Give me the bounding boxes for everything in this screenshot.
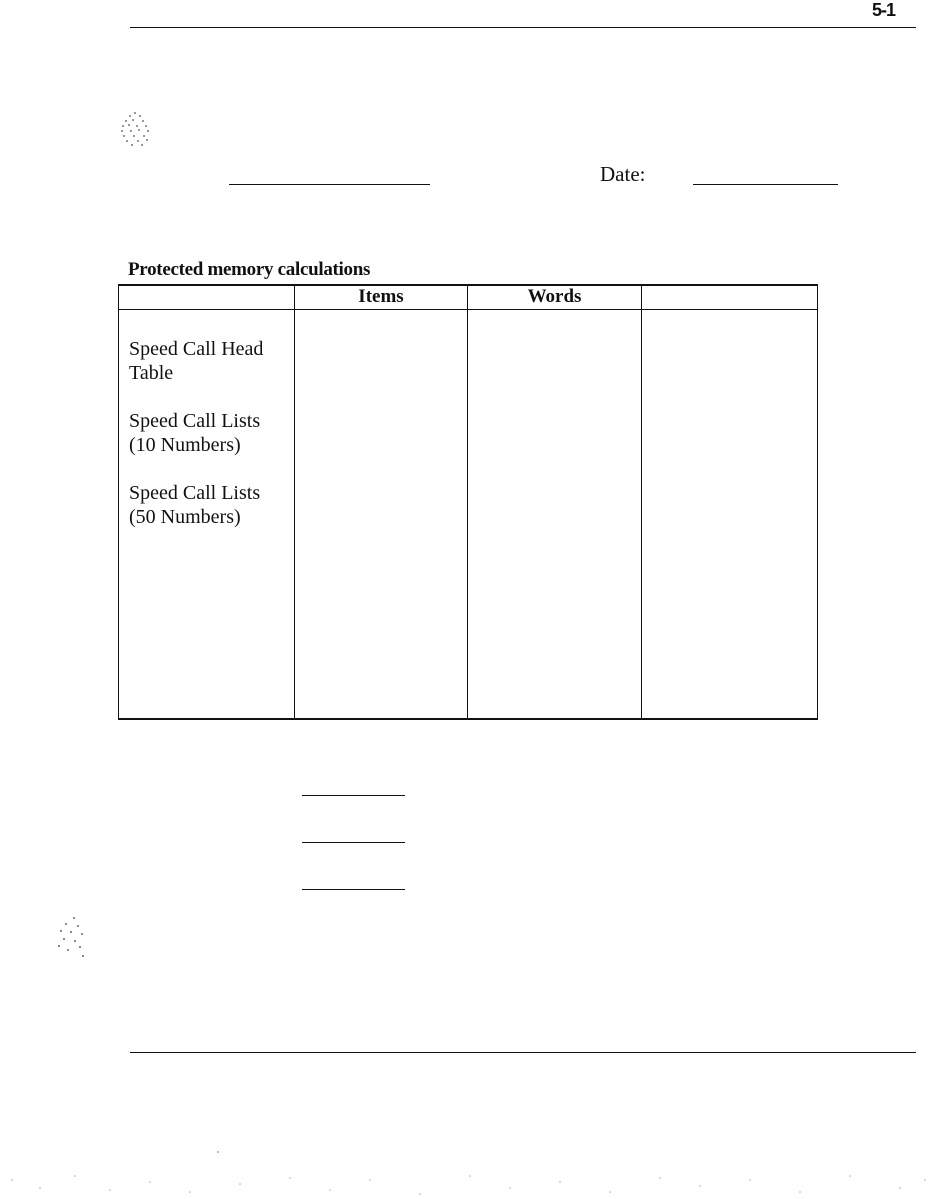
column-header-total (642, 285, 818, 310)
row-label-line: Table (129, 362, 174, 384)
list-item (129, 481, 294, 529)
list-item (129, 337, 294, 385)
table-body-row (119, 310, 818, 720)
column-header-words: Words (468, 285, 642, 310)
row-label-line: Speed Call Head (129, 338, 264, 360)
footer-rule (130, 1052, 916, 1053)
protected-memory-table (118, 284, 818, 720)
page-number: 5-1 (872, 0, 896, 20)
list-item (129, 409, 294, 457)
summary-blank-line-2 (302, 842, 405, 843)
summary-blank-line-1 (302, 795, 405, 796)
scan-speckle-bottom (56, 914, 86, 960)
table-caption: Protected memory calculations (128, 259, 371, 280)
date-blank-line (693, 184, 838, 185)
column-header-items: Items (295, 285, 468, 310)
items-column-cell (295, 310, 468, 720)
words-column-cell (468, 310, 642, 720)
row-label-line: Speed Call Lists (129, 482, 261, 504)
name-blank-line (229, 184, 430, 185)
header-rule (130, 27, 916, 28)
scan-noise-band (0, 1140, 934, 1199)
label-column-cell (119, 310, 295, 720)
scan-speckle-top (118, 108, 152, 152)
date-label: Date: (600, 162, 646, 186)
row-label-line: (50 Numbers) (129, 506, 241, 528)
summary-blank-line-3 (302, 889, 405, 890)
table-header-row (119, 285, 818, 310)
row-label-line: Speed Call Lists (129, 410, 261, 432)
row-label-line: (10 Numbers) (129, 434, 241, 456)
total-column-cell (642, 310, 818, 720)
column-header-label (119, 285, 295, 310)
